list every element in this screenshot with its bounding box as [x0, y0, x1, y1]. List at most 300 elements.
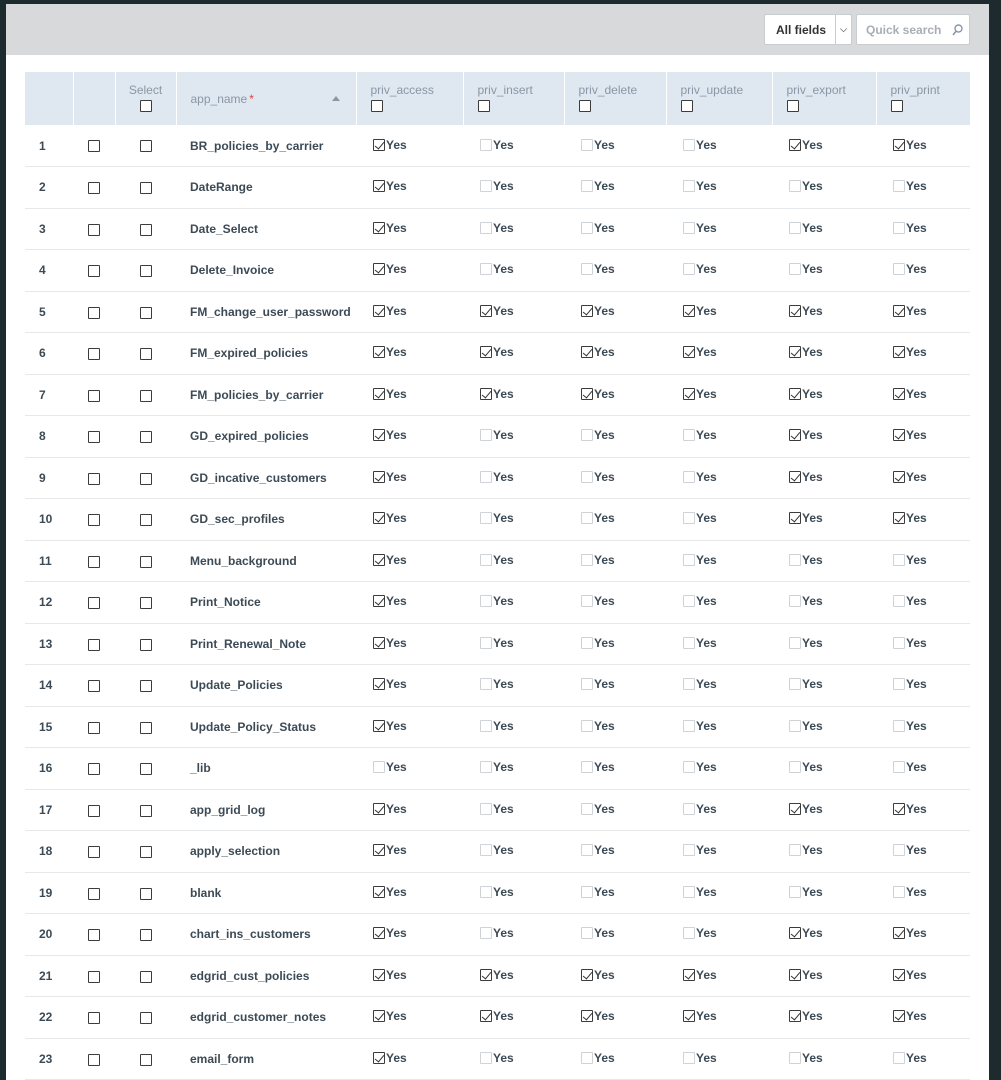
priv-insert-checkbox[interactable]	[480, 139, 492, 151]
priv-delete-checkbox[interactable]	[581, 263, 593, 275]
priv-update-checkbox[interactable]	[683, 844, 695, 856]
priv-insert-checkbox[interactable]	[480, 803, 492, 815]
row-select-cell	[115, 457, 176, 499]
priv-access-checkbox[interactable]	[373, 263, 385, 275]
priv-delete-checkbox[interactable]	[581, 595, 593, 607]
yes-label: Yes	[386, 262, 407, 277]
priv-export-checkbox[interactable]	[789, 844, 801, 856]
priv-export-checkbox[interactable]	[789, 263, 801, 275]
priv-update-checkbox[interactable]	[683, 761, 695, 773]
row-select-checkbox[interactable]	[140, 1012, 152, 1024]
header-row-check	[73, 72, 115, 125]
yes-label: Yes	[493, 179, 514, 194]
row-checkbox[interactable]	[88, 1054, 100, 1066]
priv-delete-checkbox[interactable]	[581, 554, 593, 566]
yes-label: Yes	[386, 760, 407, 775]
row-checkbox[interactable]	[88, 680, 100, 692]
priv-update-cell	[666, 914, 772, 956]
yes-label: Yes	[906, 303, 927, 318]
priv-access-checkbox[interactable]	[373, 471, 385, 483]
priv-update-checkbox[interactable]	[683, 927, 695, 939]
table-row[interactable]	[25, 706, 970, 748]
table-row[interactable]	[25, 374, 970, 416]
row-select-checkbox[interactable]	[140, 680, 152, 692]
priv-print-checkbox[interactable]	[893, 1010, 905, 1022]
row-select-checkbox[interactable]	[140, 473, 152, 485]
priv-insert-checkbox[interactable]	[480, 844, 492, 856]
priv-print-cell	[876, 623, 970, 665]
row-select-cell	[115, 706, 176, 748]
priv-insert-checkbox[interactable]	[480, 388, 492, 400]
priv-delete-checkbox[interactable]	[581, 346, 593, 358]
priv-access-checkbox[interactable]	[373, 637, 385, 649]
priv-access-checkbox[interactable]	[373, 512, 385, 524]
row-select-checkbox[interactable]	[140, 846, 152, 858]
row-select-checkbox[interactable]	[140, 763, 152, 775]
priv-print-checkbox[interactable]	[893, 969, 905, 981]
yes-label: Yes	[802, 552, 823, 567]
priv-update-checkbox[interactable]	[683, 346, 695, 358]
priv-access-checkbox[interactable]	[373, 388, 385, 400]
grid-header-row	[25, 72, 970, 125]
priv-delete-checkbox[interactable]	[581, 512, 593, 524]
priv-update-checkbox[interactable]	[683, 969, 695, 981]
priv-print-checkbox[interactable]	[893, 263, 905, 275]
priv-delete-checkbox[interactable]	[581, 803, 593, 815]
priv-print-checkbox[interactable]	[893, 678, 905, 690]
row-number: 17	[39, 802, 53, 817]
priv-print-checkbox[interactable]	[893, 720, 905, 732]
table-row[interactable]	[25, 208, 970, 250]
app-name-cell: Menu_background	[190, 553, 297, 568]
priv-print-checkbox[interactable]	[893, 637, 905, 649]
priv-update-cell	[666, 789, 772, 831]
row-select-cell	[115, 789, 176, 831]
row-checkbox[interactable]	[88, 763, 100, 775]
priv-print-cell	[876, 540, 970, 582]
yes-label: Yes	[493, 843, 514, 858]
priv-access-checkbox[interactable]	[373, 595, 385, 607]
yes-label: Yes	[594, 967, 615, 982]
priv-delete-checkbox[interactable]	[581, 720, 593, 732]
priv-export-checkbox[interactable]	[789, 1010, 801, 1022]
priv-print-checkbox[interactable]	[893, 803, 905, 815]
yes-label: Yes	[386, 303, 407, 318]
priv-export-checkbox[interactable]	[789, 429, 801, 441]
priv-print-checkbox[interactable]	[893, 305, 905, 317]
priv-update-checkbox[interactable]	[683, 803, 695, 815]
table-row[interactable]	[25, 333, 970, 375]
priv-print-checkbox[interactable]	[893, 761, 905, 773]
table-row[interactable]	[25, 582, 970, 624]
yes-label: Yes	[696, 428, 717, 443]
row-checkbox[interactable]	[88, 390, 100, 402]
priv-export-checkbox[interactable]	[789, 637, 801, 649]
table-row[interactable]	[25, 291, 970, 333]
priv-insert-checkbox[interactable]	[480, 595, 492, 607]
priv-access-cell	[356, 1038, 463, 1080]
header-app-name[interactable]	[176, 72, 356, 125]
priv-export-checkbox[interactable]	[789, 678, 801, 690]
priv-delete-checkbox[interactable]	[581, 305, 593, 317]
permissions-grid	[25, 72, 970, 1080]
priv-export-checkbox[interactable]	[789, 346, 801, 358]
row-select-checkbox[interactable]	[140, 140, 152, 152]
priv-export-checkbox[interactable]	[789, 761, 801, 773]
grid-toolbar	[6, 4, 989, 55]
row-checkbox[interactable]	[88, 846, 100, 858]
row-select-checkbox[interactable]	[140, 805, 152, 817]
table-row[interactable]	[25, 914, 970, 956]
row-number: 5	[39, 304, 46, 319]
table-row[interactable]	[25, 250, 970, 292]
priv-access-checkbox[interactable]	[373, 969, 385, 981]
priv-print-cell	[876, 208, 970, 250]
priv-insert-checkbox[interactable]	[480, 180, 492, 192]
header-select	[115, 72, 176, 125]
app-name-cell: Update_Policy_Status	[190, 719, 317, 734]
priv-delete-checkbox[interactable]	[581, 927, 593, 939]
priv-access-checkbox[interactable]	[373, 803, 385, 815]
yes-label: Yes	[906, 511, 927, 526]
row-checkbox[interactable]	[88, 971, 100, 983]
priv-update-checkbox[interactable]	[683, 388, 695, 400]
priv-export-checkbox[interactable]	[789, 969, 801, 981]
table-row[interactable]	[25, 623, 970, 665]
priv-update-checkbox[interactable]	[683, 1010, 695, 1022]
row-checkbox[interactable]	[88, 265, 100, 277]
priv-export-checkbox[interactable]	[789, 222, 801, 234]
priv-delete-checkbox[interactable]	[581, 222, 593, 234]
priv-update-checkbox[interactable]	[683, 512, 695, 524]
row-check-cell	[73, 457, 115, 499]
row-checkbox[interactable]	[88, 431, 100, 443]
priv-export-checkbox[interactable]	[789, 927, 801, 939]
yes-label: Yes	[493, 345, 514, 360]
row-select-checkbox[interactable]	[140, 224, 152, 236]
priv-insert-cell	[463, 540, 564, 582]
row-checkbox[interactable]	[88, 929, 100, 941]
priv-export-all-checkbox[interactable]	[787, 100, 799, 112]
priv-access-checkbox[interactable]	[373, 346, 385, 358]
table-row[interactable]	[25, 955, 970, 997]
row-select-checkbox[interactable]	[140, 597, 152, 609]
priv-export-checkbox[interactable]	[789, 512, 801, 524]
priv-access-checkbox[interactable]	[373, 844, 385, 856]
priv-access-cell	[356, 623, 463, 665]
priv-delete-cell	[564, 1038, 666, 1080]
row-select-checkbox[interactable]	[140, 182, 152, 194]
priv-insert-checkbox[interactable]	[480, 761, 492, 773]
quick-search[interactable]	[856, 14, 970, 45]
priv-export-checkbox[interactable]	[789, 886, 801, 898]
yes-label: Yes	[594, 469, 615, 484]
priv-delete-checkbox[interactable]	[581, 1052, 593, 1064]
yes-label: Yes	[594, 428, 615, 443]
table-row[interactable]	[25, 125, 970, 167]
table-row[interactable]	[25, 416, 970, 458]
priv-insert-checkbox[interactable]	[480, 471, 492, 483]
priv-delete-checkbox[interactable]	[581, 471, 593, 483]
priv-print-all-checkbox[interactable]	[891, 100, 903, 112]
search-icon[interactable]	[947, 24, 967, 36]
chevron-down-icon[interactable]: ⌵	[835, 15, 851, 44]
priv-access-cell	[356, 250, 463, 292]
priv-update-checkbox[interactable]	[683, 720, 695, 732]
row-number: 8	[39, 429, 46, 444]
row-select-checkbox[interactable]	[140, 348, 152, 360]
priv-delete-checkbox[interactable]	[581, 1010, 593, 1022]
priv-print-checkbox[interactable]	[893, 471, 905, 483]
row-checkbox[interactable]	[88, 140, 100, 152]
priv-print-checkbox[interactable]	[893, 595, 905, 607]
yes-label: Yes	[696, 262, 717, 277]
row-check-cell	[73, 582, 115, 624]
priv-delete-checkbox[interactable]	[581, 139, 593, 151]
priv-export-checkbox[interactable]	[789, 305, 801, 317]
priv-delete-all-checkbox[interactable]	[579, 100, 591, 112]
row-select-checkbox[interactable]	[140, 1054, 152, 1066]
priv-update-cell	[666, 333, 772, 375]
row-select-cell	[115, 623, 176, 665]
priv-print-cell	[876, 167, 970, 209]
priv-insert-checkbox[interactable]	[480, 346, 492, 358]
table-row[interactable]	[25, 748, 970, 790]
priv-update-cell	[666, 1038, 772, 1080]
row-checkbox[interactable]	[88, 182, 100, 194]
priv-insert-checkbox[interactable]	[480, 222, 492, 234]
priv-print-checkbox[interactable]	[893, 222, 905, 234]
priv-export-checkbox[interactable]	[789, 554, 801, 566]
yes-label: Yes	[906, 926, 927, 941]
row-select-checkbox[interactable]	[140, 888, 152, 900]
priv-access-checkbox[interactable]	[373, 886, 385, 898]
table-row[interactable]	[25, 499, 970, 541]
table-row[interactable]	[25, 665, 970, 707]
table-row[interactable]	[25, 997, 970, 1039]
table-row[interactable]	[25, 872, 970, 914]
priv-export-checkbox[interactable]	[789, 388, 801, 400]
priv-print-checkbox[interactable]	[893, 886, 905, 898]
row-select-checkbox[interactable]	[140, 265, 152, 277]
priv-delete-checkbox[interactable]	[581, 180, 593, 192]
row-select-checkbox[interactable]	[140, 390, 152, 402]
row-check-cell	[73, 416, 115, 458]
priv-access-checkbox[interactable]	[373, 1052, 385, 1064]
priv-update-checkbox[interactable]	[683, 222, 695, 234]
yes-label: Yes	[594, 262, 615, 277]
row-select-checkbox[interactable]	[140, 971, 152, 983]
priv-update-checkbox[interactable]	[683, 595, 695, 607]
priv-print-checkbox[interactable]	[893, 180, 905, 192]
row-select-checkbox[interactable]	[140, 929, 152, 941]
priv-access-checkbox[interactable]	[373, 1010, 385, 1022]
row-select-checkbox[interactable]	[140, 514, 152, 526]
yes-label: Yes	[493, 635, 514, 650]
yes-label: Yes	[493, 760, 514, 775]
priv-update-checkbox[interactable]	[683, 180, 695, 192]
row-checkbox[interactable]	[88, 514, 100, 526]
priv-insert-checkbox[interactable]	[480, 429, 492, 441]
priv-insert-all-checkbox[interactable]	[478, 100, 490, 112]
priv-access-checkbox[interactable]	[373, 554, 385, 566]
priv-update-cell	[666, 291, 772, 333]
row-number: 6	[39, 346, 46, 361]
priv-export-checkbox[interactable]	[789, 139, 801, 151]
yes-label: Yes	[802, 345, 823, 360]
priv-print-checkbox[interactable]	[893, 927, 905, 939]
priv-access-checkbox[interactable]	[373, 761, 385, 773]
priv-insert-checkbox[interactable]	[480, 1052, 492, 1064]
yes-label: Yes	[906, 760, 927, 775]
priv-access-checkbox[interactable]	[373, 222, 385, 234]
priv-export-checkbox[interactable]	[789, 803, 801, 815]
yes-label: Yes	[696, 511, 717, 526]
priv-access-checkbox[interactable]	[373, 678, 385, 690]
priv-print-checkbox[interactable]	[893, 139, 905, 151]
row-checkbox[interactable]	[88, 597, 100, 609]
row-select-checkbox[interactable]	[140, 722, 152, 734]
priv-delete-checkbox[interactable]	[581, 886, 593, 898]
row-checkbox[interactable]	[88, 307, 100, 319]
row-checkbox[interactable]	[88, 805, 100, 817]
priv-access-checkbox[interactable]	[373, 429, 385, 441]
priv-update-all-checkbox[interactable]	[681, 100, 693, 112]
row-check-cell	[73, 914, 115, 956]
priv-export-cell	[772, 914, 876, 956]
priv-delete-checkbox[interactable]	[581, 761, 593, 773]
quick-search-input[interactable]	[857, 23, 947, 37]
header-priv-label: priv_delete	[578, 83, 638, 97]
yes-label: Yes	[906, 967, 927, 982]
priv-insert-checkbox[interactable]	[480, 263, 492, 275]
priv-insert-checkbox[interactable]	[480, 969, 492, 981]
priv-insert-cell	[463, 291, 564, 333]
priv-insert-checkbox[interactable]	[480, 554, 492, 566]
priv-access-checkbox[interactable]	[373, 180, 385, 192]
sort-ascending-icon[interactable]	[332, 96, 340, 101]
priv-update-checkbox[interactable]	[683, 637, 695, 649]
row-checkbox[interactable]	[88, 722, 100, 734]
header-priv-label: priv_access	[370, 83, 434, 97]
priv-update-checkbox[interactable]	[683, 1052, 695, 1064]
priv-update-checkbox[interactable]	[683, 678, 695, 690]
priv-export-checkbox[interactable]	[789, 1052, 801, 1064]
row-select-checkbox[interactable]	[140, 639, 152, 651]
priv-delete-checkbox[interactable]	[581, 637, 593, 649]
app-name-cell: blank	[190, 885, 222, 900]
priv-insert-checkbox[interactable]	[480, 305, 492, 317]
table-row[interactable]	[25, 789, 970, 831]
row-select-checkbox[interactable]	[140, 556, 152, 568]
priv-export-checkbox[interactable]	[789, 595, 801, 607]
row-checkbox[interactable]	[88, 473, 100, 485]
table-row[interactable]	[25, 831, 970, 873]
priv-print-checkbox[interactable]	[893, 512, 905, 524]
priv-update-checkbox[interactable]	[683, 471, 695, 483]
priv-delete-cell	[564, 997, 666, 1039]
priv-insert-checkbox[interactable]	[480, 720, 492, 732]
row-number: 11	[39, 553, 52, 568]
priv-print-checkbox[interactable]	[893, 346, 905, 358]
priv-print-checkbox[interactable]	[893, 844, 905, 856]
priv-insert-checkbox[interactable]	[480, 927, 492, 939]
priv-delete-checkbox[interactable]	[581, 678, 593, 690]
row-checkbox[interactable]	[88, 348, 100, 360]
priv-update-checkbox[interactable]	[683, 263, 695, 275]
row-checkbox[interactable]	[88, 639, 100, 651]
priv-delete-checkbox[interactable]	[581, 844, 593, 856]
row-select-checkbox[interactable]	[140, 431, 152, 443]
priv-delete-checkbox[interactable]	[581, 969, 593, 981]
priv-access-checkbox[interactable]	[373, 305, 385, 317]
fields-selector-button[interactable]	[764, 14, 852, 45]
priv-print-checkbox[interactable]	[893, 388, 905, 400]
table-row[interactable]	[25, 1038, 970, 1080]
row-checkbox[interactable]	[88, 224, 100, 236]
priv-export-cell	[772, 416, 876, 458]
select-all-checkbox[interactable]	[140, 100, 152, 112]
table-row[interactable]	[25, 540, 970, 582]
app-name-cell: GD_incative_customers	[190, 470, 327, 485]
priv-access-all-checkbox[interactable]	[371, 100, 383, 112]
priv-access-checkbox[interactable]	[373, 139, 385, 151]
yes-label: Yes	[594, 760, 615, 775]
app-name-cell: edgrid_cust_policies	[190, 968, 310, 983]
priv-access-checkbox[interactable]	[373, 927, 385, 939]
table-row[interactable]	[25, 457, 970, 499]
row-checkbox[interactable]	[88, 1012, 100, 1024]
row-checkbox[interactable]	[88, 556, 100, 568]
row-select-cell	[115, 955, 176, 997]
yes-label: Yes	[493, 511, 514, 526]
priv-update-checkbox[interactable]	[683, 139, 695, 151]
priv-print-checkbox[interactable]	[893, 554, 905, 566]
row-select-checkbox[interactable]	[140, 307, 152, 319]
priv-insert-checkbox[interactable]	[480, 512, 492, 524]
priv-update-cell	[666, 457, 772, 499]
priv-insert-cell	[463, 167, 564, 209]
priv-update-checkbox[interactable]	[683, 554, 695, 566]
row-checkbox[interactable]	[88, 888, 100, 900]
priv-insert-checkbox[interactable]	[480, 886, 492, 898]
priv-access-checkbox[interactable]	[373, 720, 385, 732]
priv-insert-checkbox[interactable]	[480, 637, 492, 649]
priv-update-checkbox[interactable]	[683, 429, 695, 441]
priv-print-checkbox[interactable]	[893, 1052, 905, 1064]
priv-export-checkbox[interactable]	[789, 471, 801, 483]
priv-update-checkbox[interactable]	[683, 305, 695, 317]
priv-insert-checkbox[interactable]	[480, 678, 492, 690]
priv-update-checkbox[interactable]	[683, 886, 695, 898]
priv-update-cell	[666, 997, 772, 1039]
priv-delete-cell	[564, 914, 666, 956]
app-name-cell: edgrid_customer_notes	[190, 1010, 327, 1025]
priv-export-checkbox[interactable]	[789, 720, 801, 732]
yes-label: Yes	[906, 386, 927, 401]
priv-insert-checkbox[interactable]	[480, 1010, 492, 1022]
priv-print-checkbox[interactable]	[893, 429, 905, 441]
yes-label: Yes	[386, 718, 407, 733]
priv-export-checkbox[interactable]	[789, 180, 801, 192]
row-select-cell	[115, 540, 176, 582]
priv-delete-checkbox[interactable]	[581, 388, 593, 400]
priv-delete-checkbox[interactable]	[581, 429, 593, 441]
priv-insert-cell	[463, 416, 564, 458]
header-priv-delete	[564, 72, 666, 125]
table-row[interactable]	[25, 167, 970, 209]
yes-label: Yes	[594, 884, 615, 899]
